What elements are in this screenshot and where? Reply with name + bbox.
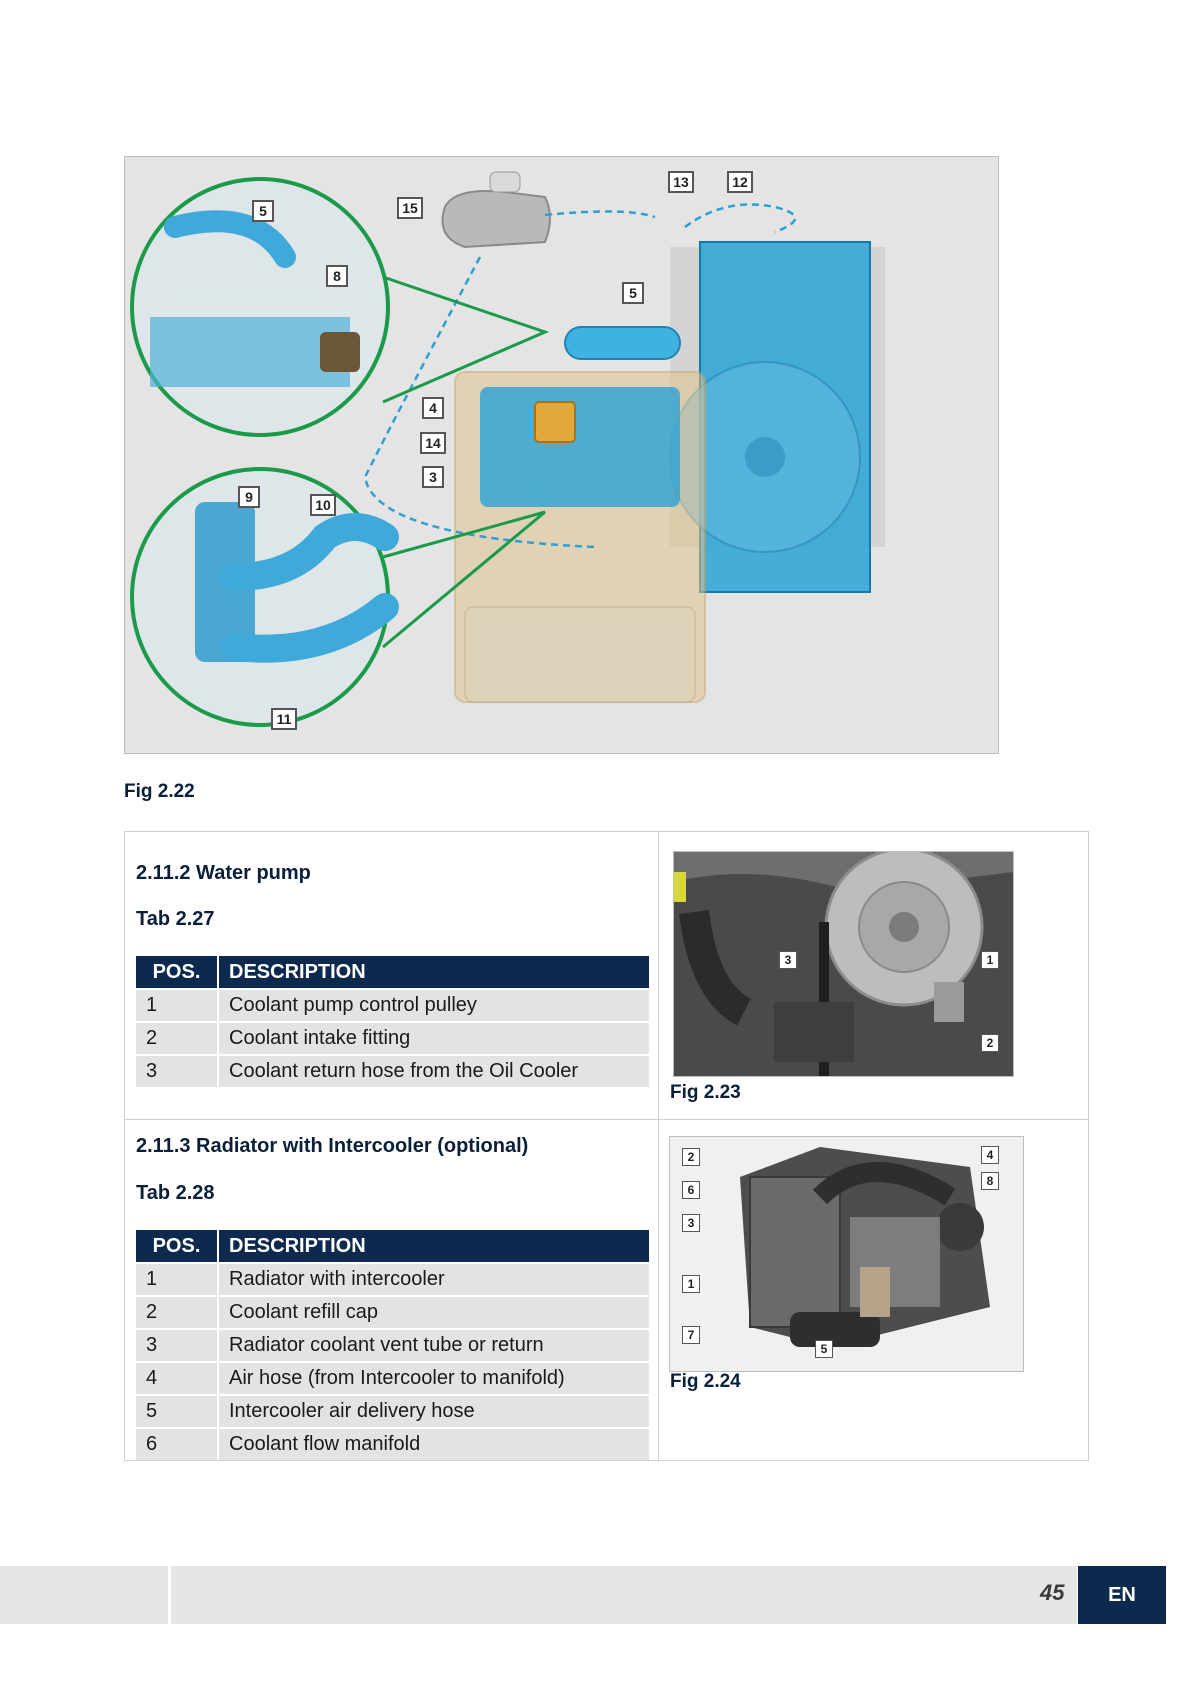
page-number: 45: [1040, 1580, 1065, 1605]
radiator-table: [136, 1228, 649, 1462]
figure-2-23-image: [673, 851, 1014, 1077]
description-cell: Coolant return hose from the Oil Cooler: [219, 1056, 649, 1087]
pos-cell: 1: [136, 1264, 219, 1295]
table-header-row: [136, 1230, 649, 1262]
callout-8: 8: [981, 1172, 999, 1190]
description-cell: Coolant flow manifold: [219, 1429, 649, 1460]
description-cell: Coolant refill cap: [219, 1297, 649, 1328]
callout-3: 3: [779, 951, 797, 969]
water-pump-table: [136, 954, 649, 1089]
callout-15: 15: [397, 197, 423, 219]
figure-2-23-label: Fig 2.23: [670, 1082, 741, 1103]
pos-cell: 2: [136, 1297, 219, 1328]
callout-2: 2: [682, 1148, 700, 1166]
cooling-circuit-illustration: [125, 157, 998, 753]
figure-2-22-label: Fig 2.22: [124, 781, 195, 802]
callout-4: 4: [981, 1146, 999, 1164]
callout-5-a: 5: [252, 200, 274, 222]
description-cell: Radiator with intercooler: [219, 1264, 649, 1295]
callout-13: 13: [668, 171, 694, 193]
callout-8: 8: [326, 265, 348, 287]
radiator-table-wrapper: [136, 1228, 649, 1462]
table-row: [136, 1023, 649, 1054]
description-cell: Intercooler air delivery hose: [219, 1396, 649, 1427]
pos-cell: 4: [136, 1363, 219, 1394]
column-divider: [658, 831, 659, 1460]
table-row: [136, 1056, 649, 1087]
water-pump-photo: [674, 852, 1013, 1076]
pos-cell: 6: [136, 1429, 219, 1460]
callout-10: 10: [310, 494, 336, 516]
callout-2: 2: [981, 1034, 999, 1052]
description-header: DESCRIPTION: [219, 1230, 649, 1262]
description-cell: Coolant pump control pulley: [219, 990, 649, 1021]
figure-2-24-image: [669, 1136, 1024, 1372]
description-cell: Radiator coolant vent tube or return: [219, 1330, 649, 1361]
table-row: [136, 1429, 649, 1460]
table-row: [136, 1363, 649, 1394]
row-divider: [124, 1119, 1089, 1120]
callout-12: 12: [727, 171, 753, 193]
radiator-engine-photo: [670, 1137, 1023, 1371]
table-row: [136, 1330, 649, 1361]
callout-1: 1: [981, 951, 999, 969]
section-title-radiator: 2.11.3 Radiator with Intercooler (optional): [136, 1135, 529, 1157]
footer-bar: [171, 1566, 1077, 1624]
pos-cell: 1: [136, 990, 219, 1021]
pos-cell: 2: [136, 1023, 219, 1054]
tab-label-2-27: Tab 2.27: [136, 908, 215, 930]
description-cell: Coolant intake fitting: [219, 1023, 649, 1054]
table-row: [136, 1264, 649, 1295]
callout-1: 1: [682, 1275, 700, 1293]
language-tab: EN: [1078, 1566, 1166, 1624]
description-cell: Air hose (from Intercooler to manifold): [219, 1363, 649, 1394]
callout-3: 3: [682, 1214, 700, 1232]
callout-5-b: 5: [622, 282, 644, 304]
pos-header: POS.: [136, 1230, 219, 1262]
table-row: [136, 1297, 649, 1328]
tab-label-2-28: Tab 2.28: [136, 1182, 215, 1204]
figure-2-24-label: Fig 2.24: [670, 1371, 741, 1392]
pos-header: POS.: [136, 956, 219, 988]
callout-14: 14: [420, 432, 446, 454]
section-title-water-pump: 2.11.2 Water pump: [136, 862, 311, 884]
table-row: [136, 1396, 649, 1427]
callout-11: 11: [271, 708, 297, 730]
description-header: DESCRIPTION: [219, 956, 649, 988]
table-header-row: [136, 956, 649, 988]
callout-3: 3: [422, 466, 444, 488]
callout-6: 6: [682, 1181, 700, 1199]
water-pump-table-wrapper: [136, 954, 649, 1089]
pos-cell: 3: [136, 1330, 219, 1361]
callout-5: 5: [815, 1340, 833, 1358]
callout-9: 9: [238, 486, 260, 508]
callout-4: 4: [422, 397, 444, 419]
table-row: [136, 990, 649, 1021]
pos-cell: 5: [136, 1396, 219, 1427]
pos-cell: 3: [136, 1056, 219, 1087]
figure-2-22-image: [124, 156, 999, 754]
callout-7: 7: [682, 1326, 700, 1344]
footer-bar-left: [0, 1566, 168, 1624]
